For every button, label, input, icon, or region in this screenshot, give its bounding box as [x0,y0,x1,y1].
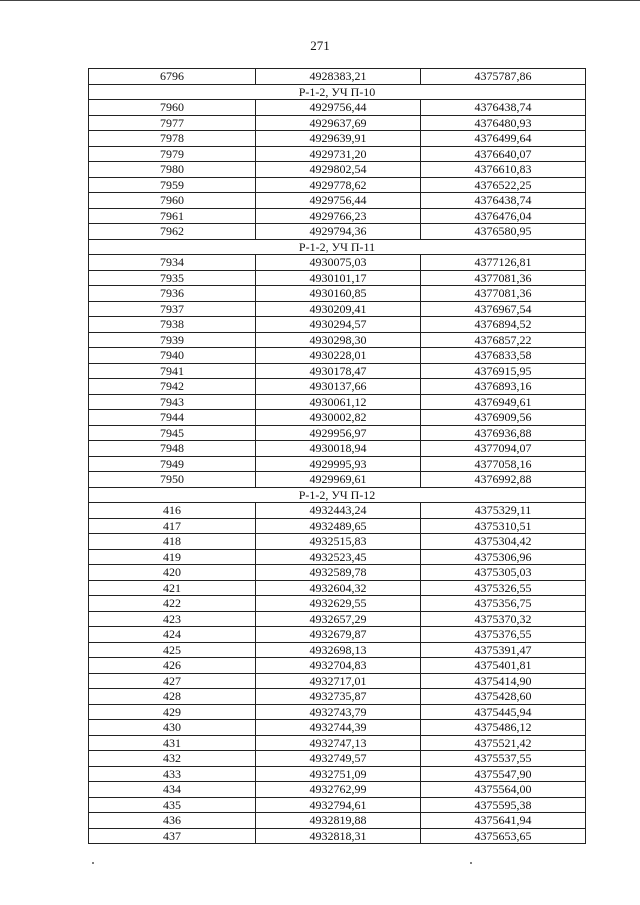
table-row [89,379,586,395]
y-coordinate-cell: 4375486,12 [421,720,586,736]
x-coordinate-cell: 4929969,61 [256,472,421,488]
table-row [89,270,586,286]
y-coordinate-cell: 4375787,86 [421,69,586,85]
coordinates-table [88,68,586,844]
x-coordinate-cell: 4930018,94 [256,441,421,457]
x-coordinate-cell: 4932604,32 [256,580,421,596]
table-row [89,255,586,271]
point-number-cell: 7941 [89,363,256,379]
y-coordinate-cell: 4375414,90 [421,673,586,689]
point-number-cell: 7935 [89,270,256,286]
x-coordinate-cell: 4929756,44 [256,100,421,116]
page-top-edge [0,0,640,1]
table-row [89,472,586,488]
point-number-cell: 7942 [89,379,256,395]
section-title: Р-1-2, УЧ П-12 [89,487,586,503]
x-coordinate-cell: 4930061,12 [256,394,421,410]
table-row [89,735,586,751]
x-coordinate-cell: 4929794,36 [256,224,421,240]
point-number-cell: 7949 [89,456,256,472]
x-coordinate-cell: 4932629,55 [256,596,421,612]
y-coordinate-cell: 4377094,07 [421,441,586,457]
x-coordinate-cell: 4930160,85 [256,286,421,302]
y-coordinate-cell: 4375547,90 [421,766,586,782]
table-row [89,177,586,193]
table-row [89,69,586,85]
y-coordinate-cell: 4376438,74 [421,193,586,209]
point-number-cell: 7934 [89,255,256,271]
table-row [89,456,586,472]
y-coordinate-cell: 4375537,55 [421,751,586,767]
x-coordinate-cell: 4932443,24 [256,503,421,519]
table-row [89,596,586,612]
table-row [89,549,586,565]
table-row [89,689,586,705]
table-row [89,828,586,844]
scan-speck [470,862,472,864]
x-coordinate-cell: 4932515,83 [256,534,421,550]
y-coordinate-cell: 4375564,00 [421,782,586,798]
y-coordinate-cell: 4376833,58 [421,348,586,364]
table-row [89,348,586,364]
y-coordinate-cell: 4375653,65 [421,828,586,844]
y-coordinate-cell: 4375306,96 [421,549,586,565]
section-header-row [89,487,586,503]
y-coordinate-cell: 4375641,94 [421,813,586,829]
y-coordinate-cell: 4375305,03 [421,565,586,581]
y-coordinate-cell: 4376893,16 [421,379,586,395]
table-row [89,642,586,658]
table-row [89,193,586,209]
point-number-cell: 430 [89,720,256,736]
table-row [89,162,586,178]
table-row [89,100,586,116]
point-number-cell: 433 [89,766,256,782]
point-number-cell: 7943 [89,394,256,410]
table-row [89,503,586,519]
table-row [89,518,586,534]
y-coordinate-cell: 4375401,81 [421,658,586,674]
point-number-cell: 7948 [89,441,256,457]
y-coordinate-cell: 4376936,88 [421,425,586,441]
table-row [89,673,586,689]
table-row [89,301,586,317]
y-coordinate-cell: 4375391,47 [421,642,586,658]
y-coordinate-cell: 4376438,74 [421,100,586,116]
point-number-cell: 7962 [89,224,256,240]
x-coordinate-cell: 4932751,09 [256,766,421,782]
x-coordinate-cell: 4928383,21 [256,69,421,85]
x-coordinate-cell: 4932698,13 [256,642,421,658]
point-number-cell: 436 [89,813,256,829]
table-row [89,286,586,302]
table-row [89,565,586,581]
table-row [89,410,586,426]
page-number: 271 [310,38,330,53]
point-number-cell: 435 [89,797,256,813]
point-number-cell: 7960 [89,100,256,116]
y-coordinate-cell: 4376522,25 [421,177,586,193]
point-number-cell: 7960 [89,193,256,209]
point-number-cell: 7978 [89,131,256,147]
x-coordinate-cell: 4930298,30 [256,332,421,348]
x-coordinate-cell: 4929766,23 [256,208,421,224]
x-coordinate-cell: 4929756,44 [256,193,421,209]
table-row [89,394,586,410]
point-number-cell: 426 [89,658,256,674]
x-coordinate-cell: 4932749,57 [256,751,421,767]
point-number-cell: 7980 [89,162,256,178]
x-coordinate-cell: 4932794,61 [256,797,421,813]
point-number-cell: 419 [89,549,256,565]
x-coordinate-cell: 4930209,41 [256,301,421,317]
y-coordinate-cell: 4376915,95 [421,363,586,379]
point-number-cell: 7959 [89,177,256,193]
point-number-cell: 420 [89,565,256,581]
y-coordinate-cell: 4375329,11 [421,503,586,519]
table-row [89,580,586,596]
y-coordinate-cell: 4375356,75 [421,596,586,612]
section-title: Р-1-2, УЧ П-11 [89,239,586,255]
table-row [89,146,586,162]
point-number-cell: 6796 [89,69,256,85]
x-coordinate-cell: 4929639,91 [256,131,421,147]
y-coordinate-cell: 4376894,52 [421,317,586,333]
point-number-cell: 434 [89,782,256,798]
scan-speck [92,862,94,864]
x-coordinate-cell: 4932679,87 [256,627,421,643]
point-number-cell: 425 [89,642,256,658]
y-coordinate-cell: 4377058,16 [421,456,586,472]
table-row [89,441,586,457]
y-coordinate-cell: 4375304,42 [421,534,586,550]
table-row [89,224,586,240]
x-coordinate-cell: 4932762,99 [256,782,421,798]
y-coordinate-cell: 4375445,94 [421,704,586,720]
table-row [89,766,586,782]
y-coordinate-cell: 4376640,07 [421,146,586,162]
section-header-row [89,84,586,100]
table-row [89,131,586,147]
table-row [89,720,586,736]
x-coordinate-cell: 4930137,66 [256,379,421,395]
point-number-cell: 7938 [89,317,256,333]
table-row [89,115,586,131]
x-coordinate-cell: 4932818,31 [256,828,421,844]
x-coordinate-cell: 4929995,93 [256,456,421,472]
table-row [89,813,586,829]
point-number-cell: 431 [89,735,256,751]
point-number-cell: 421 [89,580,256,596]
x-coordinate-cell: 4929802,54 [256,162,421,178]
y-coordinate-cell: 4377126,81 [421,255,586,271]
point-number-cell: 7939 [89,332,256,348]
point-number-cell: 7979 [89,146,256,162]
point-number-cell: 7945 [89,425,256,441]
x-coordinate-cell: 4929778,62 [256,177,421,193]
table-row [89,332,586,348]
table-row [89,425,586,441]
point-number-cell: 423 [89,611,256,627]
point-number-cell: 422 [89,596,256,612]
x-coordinate-cell: 4932523,45 [256,549,421,565]
x-coordinate-cell: 4932489,65 [256,518,421,534]
y-coordinate-cell: 4377081,36 [421,286,586,302]
point-number-cell: 418 [89,534,256,550]
y-coordinate-cell: 4376499,64 [421,131,586,147]
x-coordinate-cell: 4932744,39 [256,720,421,736]
x-coordinate-cell: 4932704,83 [256,658,421,674]
table-row [89,363,586,379]
point-number-cell: 429 [89,704,256,720]
x-coordinate-cell: 4930101,17 [256,270,421,286]
point-number-cell: 427 [89,673,256,689]
y-coordinate-cell: 4376480,93 [421,115,586,131]
x-coordinate-cell: 4932743,79 [256,704,421,720]
x-coordinate-cell: 4932819,88 [256,813,421,829]
table-row [89,627,586,643]
point-number-cell: 432 [89,751,256,767]
y-coordinate-cell: 4375370,32 [421,611,586,627]
point-number-cell: 7950 [89,472,256,488]
x-coordinate-cell: 4932717,01 [256,673,421,689]
x-coordinate-cell: 4932589,78 [256,565,421,581]
table-row [89,704,586,720]
point-number-cell: 416 [89,503,256,519]
x-coordinate-cell: 4930178,47 [256,363,421,379]
table-row [89,208,586,224]
point-number-cell: 7961 [89,208,256,224]
point-number-cell: 428 [89,689,256,705]
x-coordinate-cell: 4929731,20 [256,146,421,162]
y-coordinate-cell: 4377081,36 [421,270,586,286]
point-number-cell: 7940 [89,348,256,364]
y-coordinate-cell: 4376857,22 [421,332,586,348]
x-coordinate-cell: 4929637,69 [256,115,421,131]
point-number-cell: 7936 [89,286,256,302]
y-coordinate-cell: 4376476,04 [421,208,586,224]
y-coordinate-cell: 4375310,51 [421,518,586,534]
table-row [89,751,586,767]
point-number-cell: 417 [89,518,256,534]
x-coordinate-cell: 4930002,82 [256,410,421,426]
x-coordinate-cell: 4929956,97 [256,425,421,441]
y-coordinate-cell: 4375428,60 [421,689,586,705]
table-row [89,317,586,333]
table-row [89,782,586,798]
y-coordinate-cell: 4376580,95 [421,224,586,240]
y-coordinate-cell: 4376610,83 [421,162,586,178]
point-number-cell: 7944 [89,410,256,426]
x-coordinate-cell: 4932747,13 [256,735,421,751]
y-coordinate-cell: 4375376,55 [421,627,586,643]
y-coordinate-cell: 4376992,88 [421,472,586,488]
x-coordinate-cell: 4932657,29 [256,611,421,627]
point-number-cell: 437 [89,828,256,844]
x-coordinate-cell: 4932735,87 [256,689,421,705]
y-coordinate-cell: 4375521,42 [421,735,586,751]
y-coordinate-cell: 4375595,38 [421,797,586,813]
point-number-cell: 7977 [89,115,256,131]
y-coordinate-cell: 4376949,61 [421,394,586,410]
table-row [89,797,586,813]
x-coordinate-cell: 4930294,57 [256,317,421,333]
y-coordinate-cell: 4376967,54 [421,301,586,317]
point-number-cell: 424 [89,627,256,643]
x-coordinate-cell: 4930075,03 [256,255,421,271]
coordinates-table-body [89,69,586,844]
x-coordinate-cell: 4930228,01 [256,348,421,364]
section-header-row [89,239,586,255]
section-title: Р-1-2, УЧ П-10 [89,84,586,100]
table-row [89,611,586,627]
table-row [89,658,586,674]
table-row [89,534,586,550]
y-coordinate-cell: 4375326,55 [421,580,586,596]
y-coordinate-cell: 4376909,56 [421,410,586,426]
point-number-cell: 7937 [89,301,256,317]
